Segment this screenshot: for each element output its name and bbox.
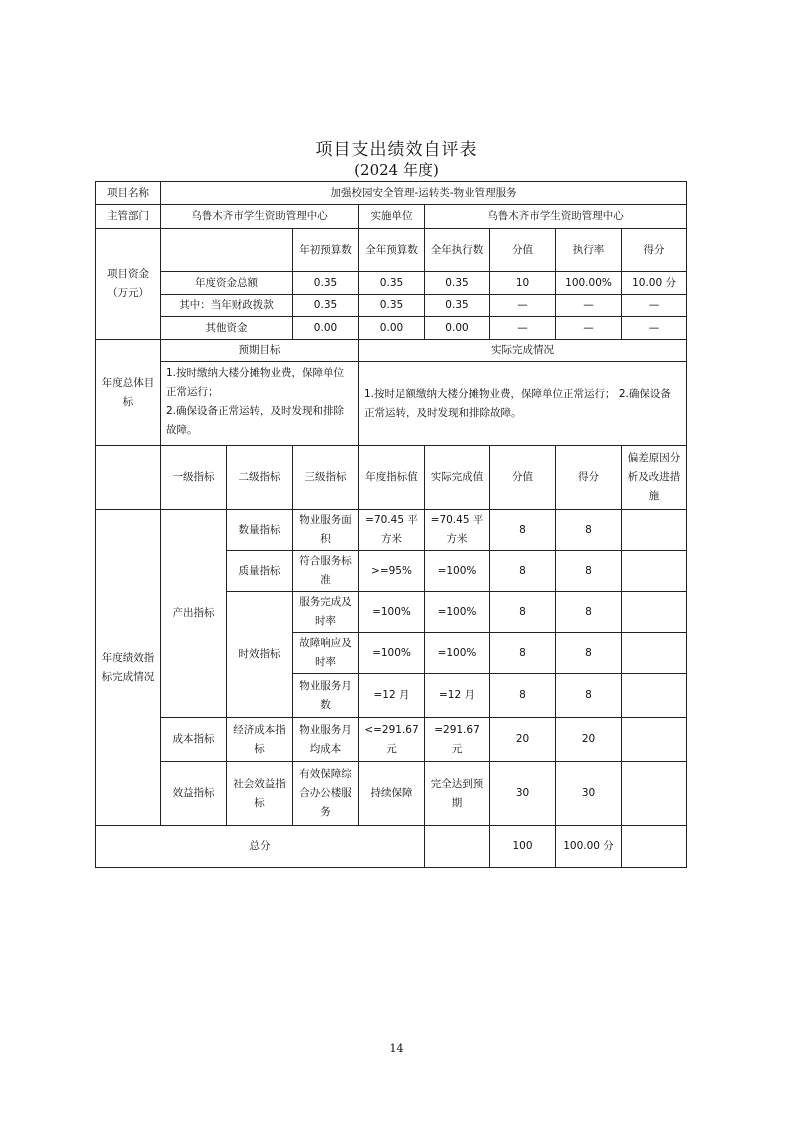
total-got: 100.00 分 xyxy=(556,826,622,868)
dept-value: 乌鲁木齐市学生资助管理中心 xyxy=(161,205,359,229)
funds-header: 全年执行数 xyxy=(425,229,490,272)
indicator-row xyxy=(96,510,687,551)
total-note xyxy=(622,826,687,868)
funds-cell: — xyxy=(556,295,622,317)
funds-cell: 100.00% xyxy=(556,272,622,295)
total-label: 总分 xyxy=(96,826,425,868)
total-blank xyxy=(425,826,490,868)
target-value: <=291.67 元 xyxy=(359,718,425,762)
funds-row-name: 年度资金总额 xyxy=(161,272,293,295)
level3-indicator: 有效保障综合办公楼服务 xyxy=(293,762,359,826)
indicator-header: 分值 xyxy=(490,446,556,510)
level3-indicator: 符合服务标准 xyxy=(293,551,359,592)
funds-row xyxy=(96,317,687,340)
level2-indicator: 质量指标 xyxy=(227,551,293,592)
target-value: >=95% xyxy=(359,551,425,592)
funds-header-blank xyxy=(161,229,293,272)
score-value: 8 xyxy=(490,674,556,718)
total-row xyxy=(96,826,687,868)
expected-goal-text: 1.按时缴纳大楼分摊物业费，保障单位正常运行； 2.确保设备正常运转，及时发现和排除故障。 xyxy=(161,362,359,446)
level2-indicator: 经济成本指标 xyxy=(227,718,293,762)
got-value: 8 xyxy=(556,551,622,592)
funds-label: 项目资金（万元） xyxy=(96,229,161,340)
funds-cell: — xyxy=(622,295,687,317)
actual-result-label: 实际完成情况 xyxy=(359,340,687,362)
deviation-note xyxy=(622,762,687,826)
goals-content-row xyxy=(96,362,687,446)
impl-value: 乌鲁木齐市学生资助管理中心 xyxy=(425,205,687,229)
goals-label: 年度总体目标 xyxy=(96,340,161,446)
indicator-header: 实际完成值 xyxy=(425,446,490,510)
funds-row xyxy=(96,295,687,317)
got-value: 8 xyxy=(556,674,622,718)
indicators-section-label: 年度绩效指标完成情况 xyxy=(96,510,161,826)
indicator-header: 得分 xyxy=(556,446,622,510)
project-name-label: 项目名称 xyxy=(96,182,161,205)
deviation-note xyxy=(622,592,687,633)
funds-header: 全年预算数 xyxy=(359,229,425,272)
level1-indicator: 产出指标 xyxy=(161,510,227,718)
deviation-note xyxy=(622,510,687,551)
got-value: 8 xyxy=(556,510,622,551)
expected-goal-label: 预期目标 xyxy=(161,340,359,362)
impl-label: 实施单位 xyxy=(359,205,425,229)
score-value: 8 xyxy=(490,551,556,592)
funds-cell: — xyxy=(490,317,556,340)
dept-label: 主管部门 xyxy=(96,205,161,229)
indicators-header-blank xyxy=(96,446,161,510)
indicator-row xyxy=(96,718,687,762)
actual-result-text: 1.按时足额缴纳大楼分摊物业费，保障单位正常运行； 2.确保设备正常运转，及时发现和排除故障。 xyxy=(359,362,687,446)
level3-indicator: 物业服务月均成本 xyxy=(293,718,359,762)
funds-cell: 0.00 xyxy=(293,317,359,340)
target-value: =12 月 xyxy=(359,674,425,718)
score-value: 8 xyxy=(490,592,556,633)
actual-value: =100% xyxy=(425,592,490,633)
level3-indicator: 服务完成及时率 xyxy=(293,592,359,633)
funds-cell: 0.35 xyxy=(359,295,425,317)
funds-cell: 10 xyxy=(490,272,556,295)
deviation-note xyxy=(622,551,687,592)
goals-header-row xyxy=(96,340,687,362)
actual-value: 完全达到预期 xyxy=(425,762,490,826)
indicator-header: 年度指标值 xyxy=(359,446,425,510)
indicators-header-row xyxy=(96,446,687,510)
deviation-note xyxy=(622,718,687,762)
score-value: 20 xyxy=(490,718,556,762)
funds-cell: 0.00 xyxy=(425,317,490,340)
funds-cell: 0.00 xyxy=(359,317,425,340)
level2-indicator: 时效指标 xyxy=(227,592,293,718)
funds-cell: 10.00 分 xyxy=(622,272,687,295)
funds-cell: — xyxy=(622,317,687,340)
indicator-header: 二级指标 xyxy=(227,446,293,510)
actual-value: =100% xyxy=(425,551,490,592)
funds-cell: — xyxy=(490,295,556,317)
got-value: 30 xyxy=(556,762,622,826)
project-name-row xyxy=(96,182,687,205)
target-value: =100% xyxy=(359,592,425,633)
total-score: 100 xyxy=(490,826,556,868)
evaluation-table xyxy=(95,181,687,868)
got-value: 8 xyxy=(556,633,622,674)
funds-cell: 0.35 xyxy=(293,272,359,295)
funds-header: 年初预算数 xyxy=(293,229,359,272)
funds-header: 分值 xyxy=(490,229,556,272)
level3-indicator: 物业服务月数 xyxy=(293,674,359,718)
project-name: 加强校园安全管理-运转类-物业管理服务 xyxy=(161,182,687,205)
indicator-header: 一级指标 xyxy=(161,446,227,510)
funds-header-row xyxy=(96,229,687,272)
score-value: 30 xyxy=(490,762,556,826)
department-row xyxy=(96,205,687,229)
actual-value: =291.67 元 xyxy=(425,718,490,762)
funds-header: 执行率 xyxy=(556,229,622,272)
level2-indicator: 数量指标 xyxy=(227,510,293,551)
level3-indicator: 物业服务面积 xyxy=(293,510,359,551)
funds-cell: 0.35 xyxy=(425,272,490,295)
level1-indicator: 效益指标 xyxy=(161,762,227,826)
score-value: 8 xyxy=(490,510,556,551)
indicator-header: 偏差原因分析及改进措施 xyxy=(622,446,687,510)
funds-cell: 0.35 xyxy=(293,295,359,317)
funds-row xyxy=(96,272,687,295)
got-value: 8 xyxy=(556,592,622,633)
level2-indicator: 社会效益指标 xyxy=(227,762,293,826)
funds-cell: — xyxy=(556,317,622,340)
indicator-row xyxy=(96,762,687,826)
funds-header: 得分 xyxy=(622,229,687,272)
target-value: =100% xyxy=(359,633,425,674)
funds-cell: 0.35 xyxy=(359,272,425,295)
funds-row-name: 其他资金 xyxy=(161,317,293,340)
deviation-note xyxy=(622,674,687,718)
deviation-note xyxy=(622,633,687,674)
funds-row-name: 其中：当年财政拨款 xyxy=(161,295,293,317)
target-value: =70.45 平方米 xyxy=(359,510,425,551)
level3-indicator: 故障响应及时率 xyxy=(293,633,359,674)
actual-value: =70.45 平方米 xyxy=(425,510,490,551)
actual-value: =12 月 xyxy=(425,674,490,718)
page-subtitle: (2024 年度) xyxy=(354,161,439,179)
score-value: 8 xyxy=(490,633,556,674)
page-number: 14 xyxy=(389,1042,404,1055)
level1-indicator: 成本指标 xyxy=(161,718,227,762)
got-value: 20 xyxy=(556,718,622,762)
target-value: 持续保障 xyxy=(359,762,425,826)
funds-cell: 0.35 xyxy=(425,295,490,317)
actual-value: =100% xyxy=(425,633,490,674)
page-title: 项目支出绩效自评表 xyxy=(315,140,478,160)
indicator-header: 三级指标 xyxy=(293,446,359,510)
